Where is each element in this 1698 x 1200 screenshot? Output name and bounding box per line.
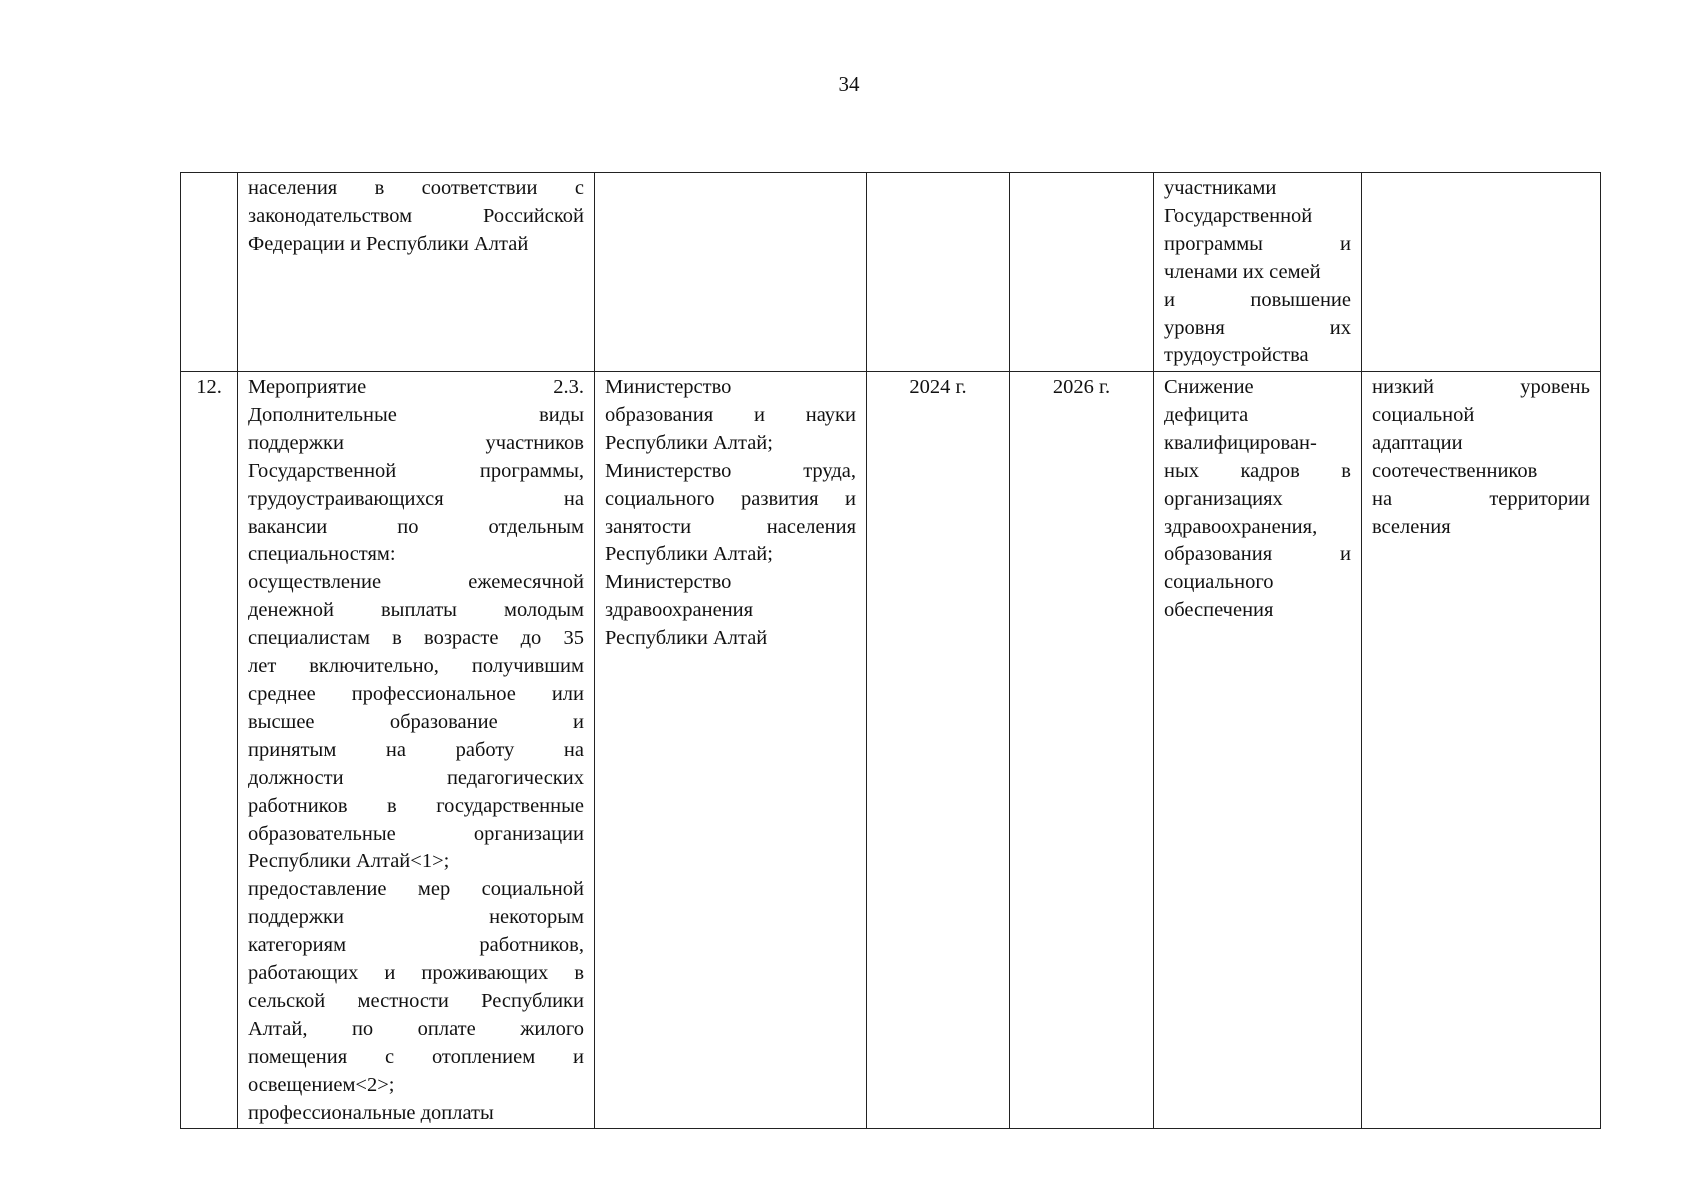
cell-text-line: лет включительно, получившим <box>248 655 584 678</box>
cell-text-line: Республики Алтай<1>; <box>248 850 450 873</box>
cell-text-line: Государственной <box>1164 204 1313 227</box>
cell-text-line: законодательством Российской <box>248 204 584 227</box>
cell-text-line: социальной <box>1372 403 1475 426</box>
cell-text-line: образования и <box>1164 543 1351 566</box>
consequence-cell <box>1362 173 1601 372</box>
row-number-cell <box>181 173 238 372</box>
cell-text-line: низкий уровень <box>1372 376 1590 398</box>
row-number-cell: 12. <box>181 372 238 1129</box>
cell-text-line: высшее образование и <box>248 710 584 733</box>
cell-text-line: Государственной программы, <box>248 459 584 482</box>
start-date-cell <box>867 173 1010 372</box>
cell-text-line: поддержки участников <box>248 431 584 454</box>
cell-text-line: профессиональные доплаты <box>248 1101 494 1124</box>
cell-text-line: ных кадров в <box>1164 459 1351 482</box>
cell-text-line: среднее профессиональное или <box>248 682 584 705</box>
end-date-cell <box>1010 173 1154 372</box>
cell-text-line: должности педагогических <box>248 766 584 789</box>
cell-text-line: населения в соответствии с <box>248 177 584 199</box>
cell-text-line: работающих и проживающих в <box>248 962 584 985</box>
start-date-cell: 2024 г. <box>867 372 1010 1129</box>
cell-text-line: обеспечения <box>1164 599 1274 622</box>
cell-text-line: Республики Алтай; <box>605 431 773 454</box>
cell-text-line: специальностям: <box>248 543 396 566</box>
cell-text-line: квалифицирован- <box>1164 431 1317 454</box>
cell-text-line: на территории <box>1372 487 1590 510</box>
cell-text-line: специалистам в возрасте до 35 <box>248 627 584 650</box>
cell-text-line: соотечественников <box>1372 459 1538 482</box>
cell-text-line: помещения с отоплением и <box>248 1045 584 1068</box>
executor-cell <box>595 372 867 1129</box>
cell-text-line: предоставление мер социальной <box>248 878 584 901</box>
cell-text-line: Министерство <box>605 376 732 398</box>
cell-text-line: образования и науки <box>605 403 856 426</box>
cell-text-line: Мероприятие 2.3. <box>248 376 584 398</box>
cell-text-line: осуществление ежемесячной <box>248 571 584 594</box>
cell-text-line: Федерации и Республики Алтай <box>248 232 529 255</box>
cell-text-line: уровня их <box>1164 316 1351 339</box>
cell-text-line: освещением<2>; <box>248 1073 395 1096</box>
page-number: 34 <box>838 72 860 96</box>
cell-text-line: работников в государственные <box>248 794 584 817</box>
cell-text-line: организациях <box>1164 487 1283 510</box>
activity-cell <box>238 173 595 372</box>
cell-text-line: вакансии по отдельным <box>248 515 584 538</box>
executor-cell <box>595 173 867 372</box>
activities-table <box>180 172 1601 1129</box>
cell-text-line: программы и <box>1164 232 1351 255</box>
cell-text-line: участниками <box>1164 177 1277 199</box>
cell-text-line: трудоустройства <box>1164 344 1309 367</box>
result-cell <box>1154 372 1362 1129</box>
cell-text-line: занятости населения <box>605 515 856 538</box>
cell-text-line: трудоустраивающихся на <box>248 487 584 510</box>
table-row <box>181 372 1601 1129</box>
activity-cell <box>238 372 595 1129</box>
cell-text-line: Министерство <box>605 571 732 594</box>
cell-text-line: Дополнительные виды <box>248 403 584 426</box>
end-date-cell: 2026 г. <box>1010 372 1154 1129</box>
cell-text-line: и повышение <box>1164 288 1351 311</box>
cell-text-line: образовательные организации <box>248 822 584 845</box>
cell-text-line: поддержки некоторым <box>248 906 584 929</box>
cell-text-line: Министерство труда, <box>605 459 856 482</box>
cell-text-line: вселения <box>1372 515 1451 538</box>
cell-text-line: Алтай, по оплате жилого <box>248 1017 584 1040</box>
cell-text-line: здравоохранения, <box>1164 515 1318 538</box>
cell-text-line: Снижение <box>1164 376 1254 398</box>
cell-text-line: здравоохранения <box>605 599 754 622</box>
cell-text-line: адаптации <box>1372 431 1463 454</box>
cell-text-line: Республики Алтай <box>605 627 768 650</box>
cell-text-line: денежной выплаты молодым <box>248 599 584 622</box>
cell-text-line: принятым на работу на <box>248 738 584 761</box>
cell-text-line: членами их семей <box>1164 260 1321 283</box>
cell-text-line: социального <box>1164 571 1274 594</box>
result-cell <box>1154 173 1362 372</box>
cell-text-line: Республики Алтай; <box>605 543 773 566</box>
consequence-cell <box>1362 372 1601 1129</box>
cell-text-line: сельской местности Республики <box>248 989 584 1012</box>
cell-text-line: социального развития и <box>605 487 856 510</box>
table-row <box>181 173 1601 372</box>
cell-text-line: дефицита <box>1164 403 1249 426</box>
cell-text-line: категориям работников, <box>248 934 584 957</box>
